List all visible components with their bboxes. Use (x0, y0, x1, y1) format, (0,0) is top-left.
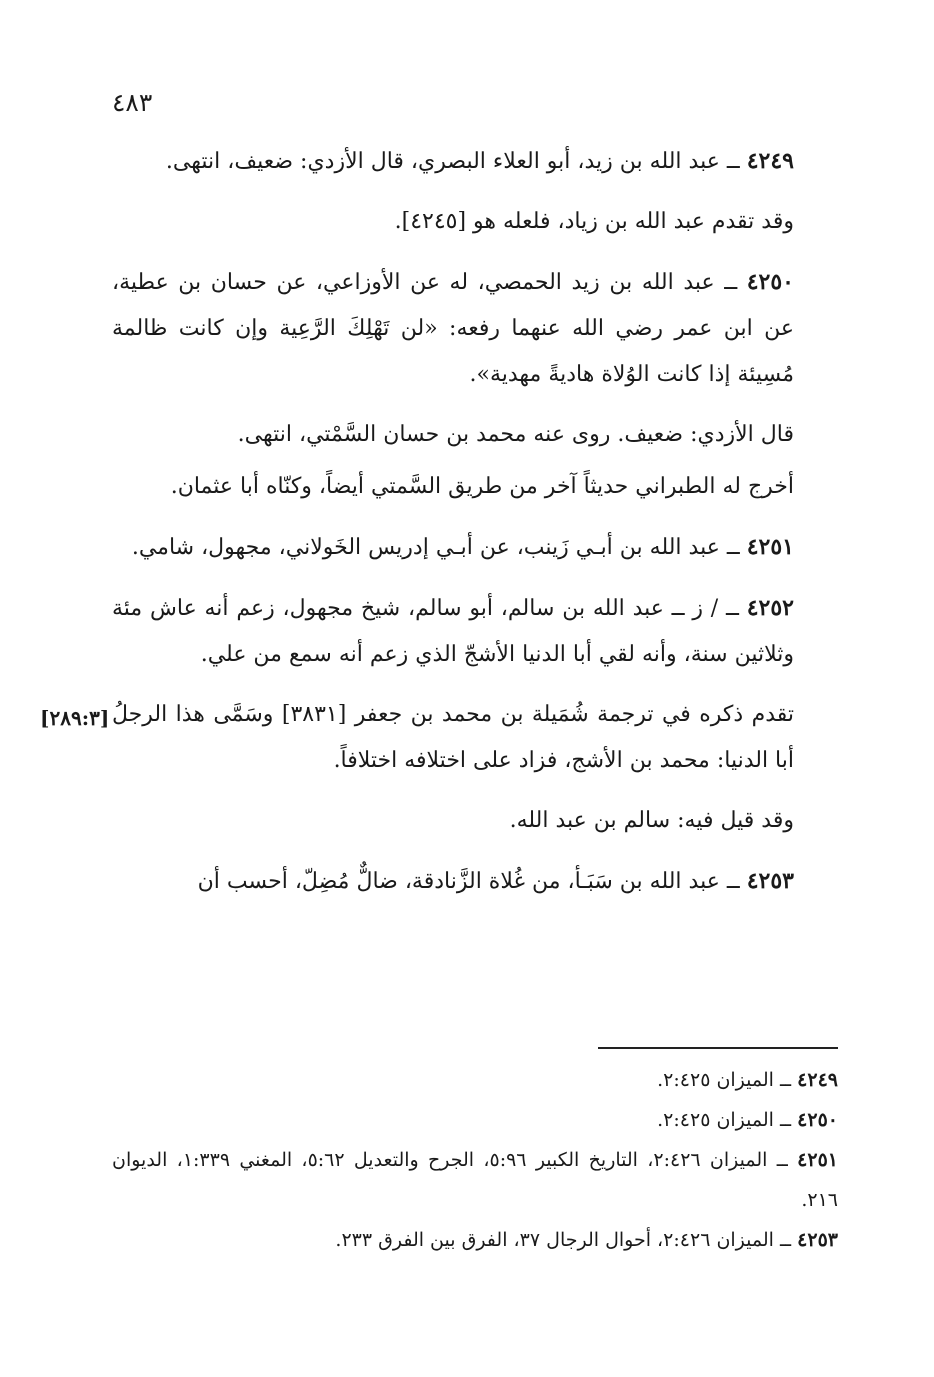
note-paragraph (112, 692, 838, 784)
footnote-number: ٤٢٥١ (797, 1149, 838, 1171)
entry-text: ــ / ز ــ عبد الله بن سالم، أبو سالم، شيخ مجهول، زعم أنه عاش مئة وثلاثين سنة، وأنه لقي أبا الدنيا الأشجّ الذي زعم أنه سمع من علي. (112, 596, 794, 667)
note-paragraph (112, 412, 838, 458)
entry-text: ــ عبد الله بن أبـي زَينب، عن أبـي إدريس الخَولاني، مجهول، شامي. (131, 535, 747, 560)
paragraph-text: قال الأزدي: ضعيف. روى عنه محمد بن حسان السَّمْتي، انتهى. (237, 422, 794, 447)
paragraph-text: وقد قيل فيه: سالم بن عبد الله. (509, 808, 794, 833)
note-paragraph (112, 798, 838, 844)
note-paragraph (112, 199, 838, 245)
paragraph-text: أخرج له الطبراني حديثاً آخر من طريق السَّمتي أيضاً، وكنّاه أبا عثمان. (170, 474, 794, 499)
footnote (112, 1100, 838, 1140)
entry-number: ٤٢٤٩ (746, 148, 794, 174)
entry-number: ٤٢٥٠ (746, 269, 794, 295)
footnote-text: ــ الميزان ٢:٤٢٦، التاريخ الكبير ٥:٩٦، الجرح والتعديل ٥:٦٢، المغني ١:٣٣٩، الديوان ٢١٦. (112, 1149, 838, 1211)
entry-4253 (112, 858, 838, 905)
footnote-number: ٤٢٥٣ (797, 1229, 838, 1251)
footnote (112, 1220, 838, 1260)
entry-number: ٤٢٥٢ (746, 595, 794, 621)
footnote-text: ــ الميزان ٢:٤٢٥. (657, 1069, 798, 1091)
footnote (112, 1060, 838, 1100)
footnote-number: ٤٢٥٠ (797, 1109, 838, 1131)
footnote-divider (598, 1047, 838, 1049)
footnote (112, 1140, 838, 1220)
margin-volume-reference: [٢٨٩:٣] (40, 706, 110, 730)
entry-text: ــ عبد الله بن زيد، أبو العلاء البصري، قال الأزدي: ضعيف، انتهى. (165, 149, 747, 174)
note-paragraph (112, 464, 838, 510)
entry-4252 (112, 585, 838, 678)
entry-text: ــ عبد الله بن زيد الحمصي، له عن الأوزاعي، عن حسان بن عطية، عن ابن عمر رضي الله عنهما رفعه: «لن تَهْلِكَ الرَّعِية وإن كانت ظالمة مُسِيئة إذا كانت الوُلاة هاديةً مهدية». (112, 270, 794, 387)
entry-4249 (112, 138, 838, 185)
footnote-text: ــ الميزان ٢:٤٢٥. (657, 1109, 798, 1131)
entry-text: ــ عبد الله بن سَبَـأ، من غُلاة الزَّنادقة، ضالٌّ مُضِلّ، أحسب أن (197, 869, 747, 894)
entry-4250 (112, 259, 838, 398)
entry-number: ٤٢٥١ (746, 534, 794, 560)
entry-4251 (112, 524, 838, 571)
footnotes (112, 1060, 838, 1260)
entry-number: ٤٢٥٣ (746, 868, 794, 894)
paragraph-text: وقد تقدم عبد الله بن زياد، فلعله هو [٤٢٤٥]. (394, 209, 794, 234)
footnote-number: ٤٢٤٩ (797, 1069, 838, 1091)
footnote-text: ــ الميزان ٢:٤٢٦، أحوال الرجال ٣٧، الفرق بين الفرق ٢٣٣. (335, 1229, 798, 1251)
main-text (112, 138, 838, 919)
page-number: ٤٨٣ (112, 88, 153, 117)
paragraph-text: تقدم ذكره في ترجمة شُمَيلة بن محمد بن جعفر [٣٨٣١] وسَمَّى هذا الرجلُ أبا الدنيا: محمد بن الأشج، فزاد على اختلافه اختلافاً. (112, 702, 794, 773)
